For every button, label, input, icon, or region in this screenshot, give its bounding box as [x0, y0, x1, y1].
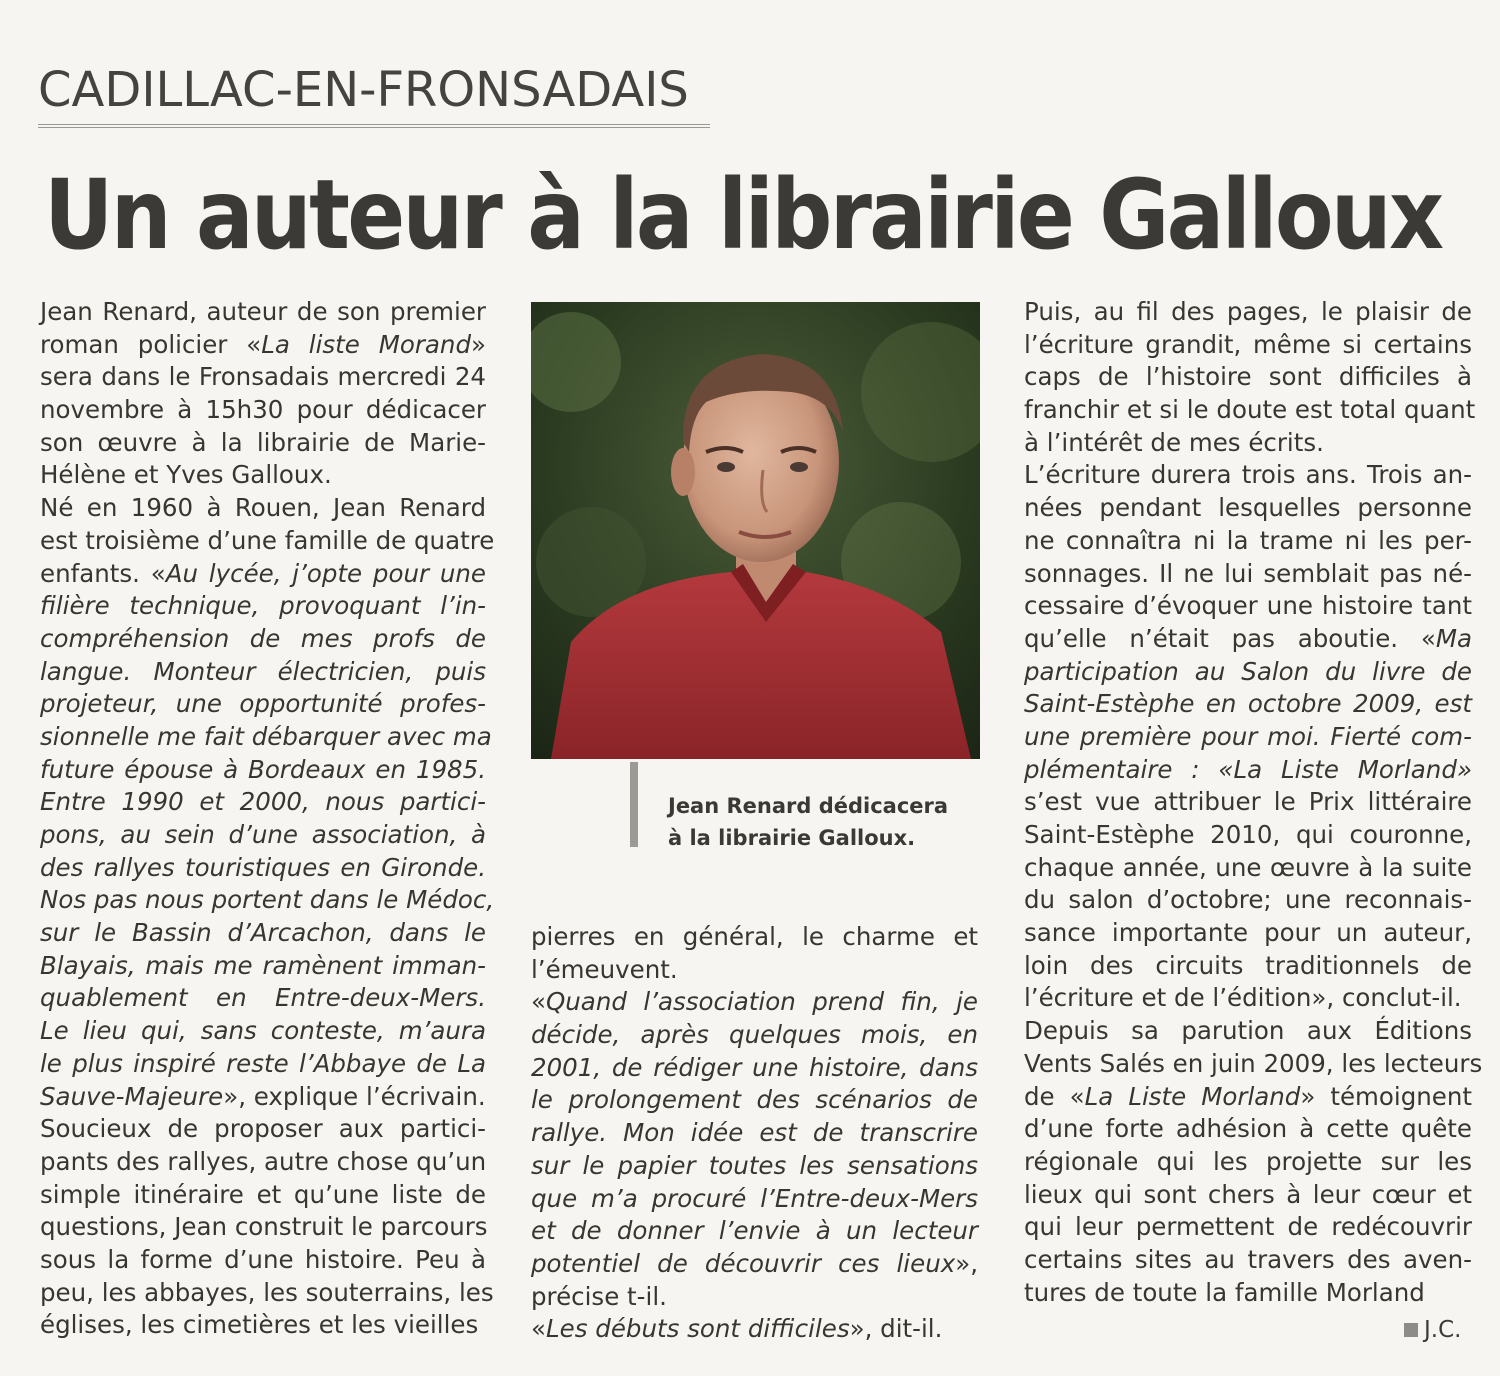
- text-line: Saint-Estèphe en octobre 2009, est: [1024, 689, 1472, 719]
- text-line: participation au Salon du livre de: [1024, 656, 1472, 686]
- text-line: sur le Bassin d’Arcachon, dans le: [40, 918, 486, 948]
- article-column-3: [1024, 296, 1483, 1309]
- text-line: églises, les cimetières et les vieilles: [40, 1310, 479, 1340]
- text-line: plémentaire : «La Liste Morland»: [1024, 754, 1472, 784]
- text-line: une première pour moi. Fierté com-: [1024, 721, 1472, 751]
- text-line: à l’intérêt de mes écrits.: [1024, 427, 1324, 457]
- text-line: sera dans le Fronsadais mercredi 24: [40, 362, 486, 392]
- text-line: questions, Jean construit le parcours: [40, 1212, 488, 1242]
- article-column-1: [40, 296, 495, 1342]
- text-line: Hélène et Yves Galloux.: [40, 460, 332, 490]
- text-line: filière technique, provoquant l’in-: [40, 591, 486, 621]
- text-line: qui leur permettent de redécouvrir: [1024, 1212, 1472, 1242]
- text-line: potentiel de découvrir ces lieux»,: [531, 1248, 978, 1278]
- text-line: tures de toute la famille Morland: [1024, 1277, 1425, 1307]
- text-line: simple itinéraire et qu’une liste de: [40, 1179, 486, 1209]
- text-line: «Les débuts sont difficiles», dit-il.: [531, 1314, 943, 1344]
- text-line: quablement en Entre-deux-Mers.: [40, 983, 486, 1013]
- text-line: que m’a procuré l’Entre-deux-Mers: [531, 1183, 978, 1213]
- text-line: chaque année, une œuvre à la suite: [1024, 852, 1472, 882]
- text-line: 2001, de rédiger une histoire, dans: [531, 1052, 978, 1082]
- text-line: «Quand l’association prend fin, je: [531, 987, 978, 1017]
- text-line: certains sites au travers des aven-: [1024, 1244, 1472, 1274]
- text-line: Saint-Estèphe 2010, qui couronne,: [1024, 820, 1472, 849]
- caption-line-2: à la librairie Galloux.: [668, 826, 916, 850]
- text-line: décide, après quelques mois, en: [531, 1020, 978, 1050]
- text-line: roman policier «La liste Morand»: [40, 329, 487, 359]
- text-line: d’une forte adhésion à cette quête: [1024, 1114, 1472, 1144]
- text-line: du salon d’octobre; une reconnais-: [1024, 885, 1472, 915]
- headline: Un auteur à la librairie Galloux: [44, 159, 1442, 271]
- text-line: Depuis sa parution aux Éditions: [1024, 1016, 1472, 1046]
- text-line: l’écriture grandit, même si certains: [1024, 329, 1472, 359]
- text-line: L’écriture durera trois ans. Trois an-: [1024, 460, 1472, 490]
- text-line: Soucieux de proposer aux partici-: [40, 1114, 486, 1144]
- caption-line-1: Jean Renard dédicacera: [668, 794, 949, 818]
- author-signature: [1404, 1317, 1461, 1343]
- text-line: future épouse à Bordeaux en 1985.: [40, 754, 486, 784]
- text-line: franchir et si le doute est total quant: [1024, 395, 1476, 425]
- text-line: le prolongement des scénarios de: [531, 1085, 978, 1115]
- text-line: son œuvre à la librairie de Marie-: [40, 427, 486, 457]
- text-line: qu’elle n’était pas aboutie. «Ma: [1024, 623, 1472, 653]
- text-line: pons, au sein d’une association, à: [40, 820, 486, 849]
- text-line: peu, les abbayes, les souterrains, les: [40, 1277, 494, 1307]
- text-line: Vents Salés en juin 2009, les lecteurs: [1024, 1048, 1483, 1078]
- text-line: s’est vue attribuer le Prix littéraire: [1024, 787, 1472, 817]
- author-portrait-image: [531, 302, 980, 759]
- text-line: est troisième d’une famille de quatre: [40, 525, 495, 555]
- text-line: Né en 1960 à Rouen, Jean Renard: [40, 493, 486, 523]
- text-line: pierres en général, le charme et: [531, 922, 978, 951]
- section-kicker: CADILLAC-EN-FRONSADAIS: [38, 60, 710, 128]
- text-line: sous la forme d’une histoire. Peu à: [40, 1244, 486, 1274]
- text-line: ne connaîtra ni la trame ni les per-: [1024, 525, 1472, 555]
- text-line: Puis, au fil des pages, le plaisir de: [1024, 297, 1472, 326]
- text-line: cessaire d’évoquer une histoire tant: [1024, 591, 1472, 621]
- text-line: nées pendant lesquelles personne: [1024, 493, 1472, 523]
- signature-square-icon: [1404, 1323, 1418, 1337]
- text-line: régionale qui les projette sur les: [1024, 1146, 1472, 1176]
- text-line: le plus inspiré reste l’Abbaye de La: [40, 1048, 486, 1078]
- signature-initials: J.C.: [1424, 1317, 1462, 1343]
- text-line: l’émeuvent.: [531, 954, 678, 984]
- text-line: sance importante pour un auteur,: [1024, 918, 1472, 948]
- text-line: enfants. «Au lycée, j’opte pour une: [40, 558, 486, 588]
- text-line: Le lieu qui, sans conteste, m’aura: [40, 1016, 486, 1046]
- text-line: de «La Liste Morland» témoignent: [1024, 1081, 1472, 1111]
- text-line: Jean Renard, auteur de son premier: [40, 297, 486, 326]
- text-line: sur le papier toutes les sensations: [531, 1150, 978, 1180]
- text-line: l’écriture et de l’édition», conclut-il.: [1024, 983, 1462, 1013]
- text-line: caps de l’histoire sont difficiles à: [1024, 362, 1472, 392]
- text-line: pants des rallyes, autre chose qu’un: [40, 1146, 487, 1176]
- photo-caption: [668, 790, 968, 854]
- text-line: langue. Monteur électricien, puis: [40, 656, 486, 686]
- caption-bar: [630, 762, 638, 847]
- text-line: projeteur, une opportunité profes-: [40, 689, 486, 719]
- text-line: sionnelle me fait débarquer avec ma: [40, 721, 492, 751]
- text-line: Entre 1990 et 2000, nous partici-: [40, 787, 486, 817]
- text-line: loin des circuits traditionnels de: [1024, 950, 1472, 980]
- text-line: des rallyes touristiques en Gironde.: [40, 852, 486, 882]
- text-line: novembre à 15h30 pour dédicacer: [40, 395, 486, 425]
- text-line: sonnages. Il ne lui semblait pas né-: [1024, 558, 1472, 588]
- text-line: Nos pas nous portent dans le Médoc,: [40, 885, 495, 915]
- text-line: rallye. Mon idée est de transcrire: [531, 1118, 978, 1148]
- text-line: et de donner l’envie à un lecteur: [531, 1216, 978, 1246]
- text-line: précise t-il.: [531, 1281, 667, 1311]
- text-line: Blayais, mais me ramènent imman-: [40, 950, 486, 980]
- author-photo: [531, 302, 980, 759]
- text-line: Sauve-Majeure», explique l’écrivain.: [40, 1081, 486, 1111]
- text-line: lieux qui sont chers à leur cœur et: [1024, 1179, 1472, 1209]
- text-line: compréhension de mes profs de: [40, 623, 486, 653]
- article-column-2: [531, 921, 978, 1346]
